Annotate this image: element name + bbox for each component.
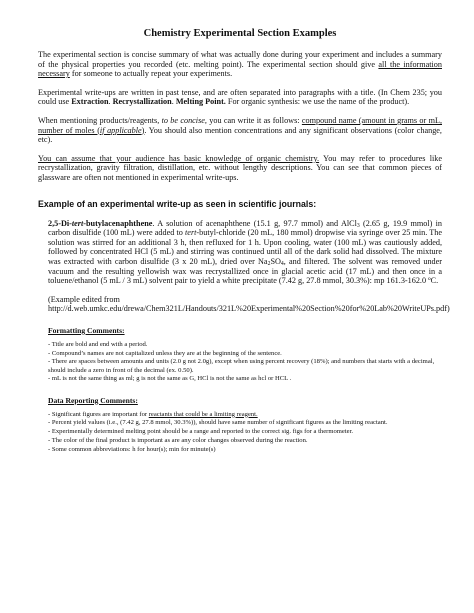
list-item: - Title are bold and end with a period. — [48, 340, 148, 348]
formatting-list — [48, 341, 442, 384]
underlined-phrase: all the information necessary — [38, 59, 442, 79]
list-item: - Compound’s names are not capitalized unless they are at the beginning of the sentence. — [48, 349, 282, 357]
intro-paragraph: The experimental section is concise summary of what was actually done during your experiment and includes a summary of the physical properties you recorded (etc. melting point). The experimental section should give all the information necessary for someone to actually repeat your experiments. — [38, 50, 442, 79]
formatting-heading: Formatting Comments: — [48, 325, 125, 335]
example-heading: Example of an experimental write-up as seen in scientific journals: — [38, 198, 317, 209]
list-item: - Some common abbreviations: h for hour(s); min for minute(s) — [48, 445, 216, 453]
tense-paragraph: Experimental write-ups are written in past tense, and are often separated into paragraphs with a title. (In Chem 235; you could use Extraction. Recrystallization. Melting Point. For organic synthesis: we use the name of the product). — [38, 87, 442, 107]
audience-paragraph: You can assume that your audience has basic knowledge of organic chemistry. You may refer to procedures like recrystallization, gravity filtration, distillation, etc. without lengthy descriptions. You can see that common pieces of glassware are often not mentioned in experimental write-ups. — [38, 153, 442, 182]
reporting-heading: Data Reporting Comments: — [48, 395, 138, 405]
list-item: - Significant figures are important for reactants that could be a limiting reagent. — [48, 410, 258, 418]
page-title: Chemistry Experimental Section Examples — [143, 28, 337, 39]
reagents-paragraph: When mentioning products/reagents, to be concise, you can write it as follows: compound name (amount in grams or mL, number of moles (if applicable). You should also mention concentrations and any significant observations (color change, etc). — [38, 115, 442, 145]
list-item: - Percent yield values (i.e., (7.42 g, 27.8 mmol, 30.3%)), should have same number of significant figures as the limiting reactant. — [48, 419, 388, 427]
example-paragraph: 2,5-Di-tert-butylacenaphthene. A solution of acenaphthene (15.1 g, 97.7 mmol) and AlCl$_3$ (2.65 g, 19.9 mmol) in carbon disulfide (100 mL) were added to tert-butyl-chloride (20 mL, 180 mmol) dropwise via syringe over 25 min. The solution was stirred for an additional 3 h, then refluxed for 1 h. Upon cooling, water (100 mL) was cautiously added, followed by concentrated HCl (5 mL) and stirring was continued until all of the dark solid had dissolved. The mixture was extracted with carbon disulfide (3 x 20 mL), dried over $Na_2SO_4$, and filtered. The solvent was removed under vacuum and the resulting yellowish wax was recrystallized once in glacial acetic acid (17 mL) and then once in a toluene/ethanol (5 mL / 3 mL) solvent pair to yield a white precipitate (7.42 g, 27.8 mmol, 30.3%): mp 161.3-162.0 ºC. — [48, 218, 443, 286]
list-item: - mL is not the same thing as ml; g is not the same as G, HCl is not the same as hcl or HCL . — [48, 375, 292, 383]
reporting-list — [48, 411, 442, 454]
list-item: - Experimentally determined melting point should be a range and reported to the correct sig. figs for a thermometer. — [48, 428, 354, 436]
list-item: - The color of the final product is important as are any color changes observed during the reaction. — [48, 437, 308, 445]
list-item: - There are spaces between amounts and units (2.0 g not 2.0g), except when using percent recovery (18%); and numbers that starts with a decimal, should include a zero in front of the decimal (ex. 0.50). — [48, 358, 435, 374]
example-source: (Example edited from http://d.web.umkc.edu/drewa/Chem321L/Handouts/321L%20Experimental%20Section%20for%20Lab%20WriteUPs.pdf) — [48, 294, 450, 314]
document-page — [38, 28, 450, 455]
